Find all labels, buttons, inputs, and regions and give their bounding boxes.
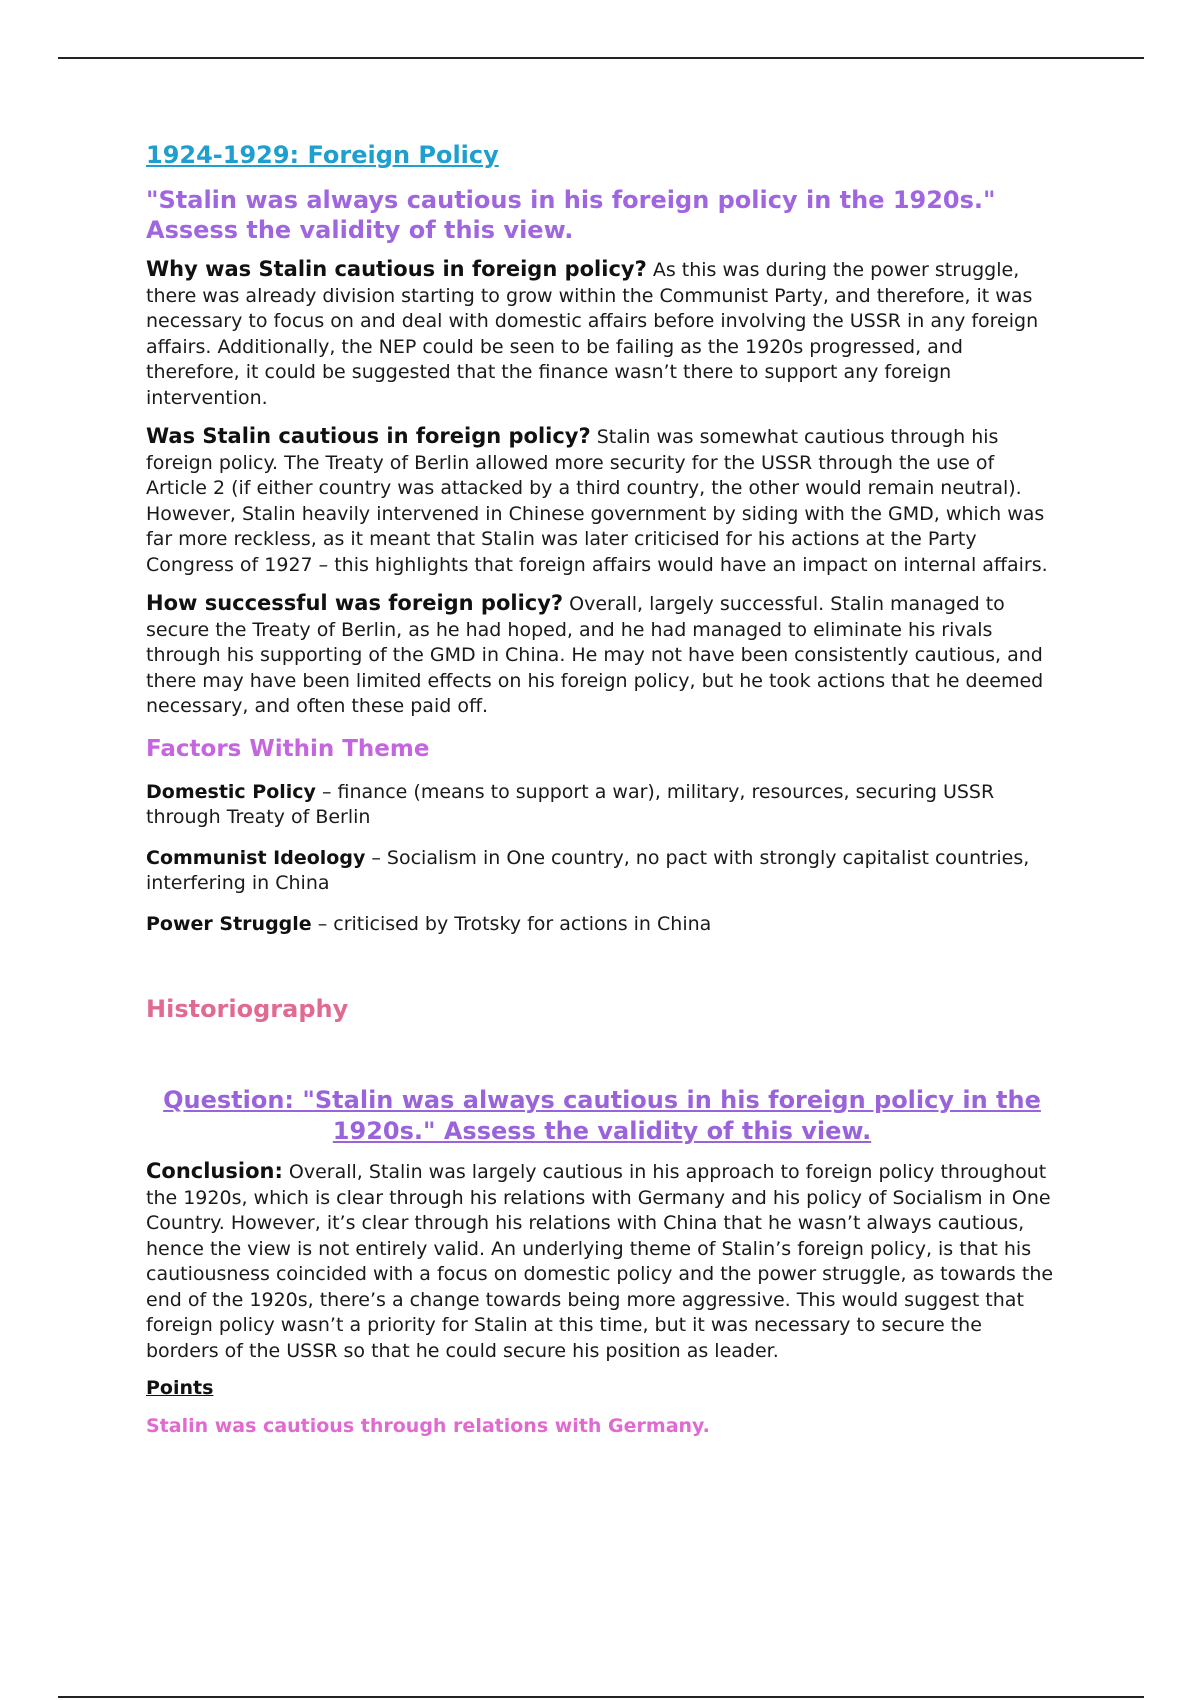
paragraph-text: Stalin was somewhat cautious through his foreign policy. The Treaty of Berlin allowed more security for the USSR through the use of Article 2 (if either country was attacked by a third country, the other would remain neutral). However, Stalin heavily intervened in Chinese government by siding with the GMD, which was far more reckless, as it meant that Stalin was later criticised for his actions at the Party Congress of 1927 – this highlights that foreign affairs would have an impact on internal affairs. (146, 426, 1048, 576)
conclusion-text: Overall, Stalin was largely cautious in his approach to foreign policy throughout the 1920s, which is clear through his relations with Germany and his policy of Socialism in One Country. However, it’s clear through his relations with China that he wasn’t always cautious, hence the view is not entirely valid. An underlying theme of Stalin’s foreign policy, is that his cautiousness coincided with a focus on domestic policy and the power struggle, as towards the end of the 1920s, there’s a change towards being more aggressive. This would suggest that foreign policy wasn’t a priority for Stalin at this time, but it was necessary to secure the borders of the USSR so that he could secure his position as leader. (146, 1161, 1054, 1362)
conclusion-lead: Conclusion: (146, 1159, 283, 1184)
paragraph-text: Overall, largely successful. Stalin managed to secure the Treaty of Berlin, as he had hoped, and he had managed to eliminate his rivals through his supporting of the GMD in China. He may not have been consistently cautious, and there may have been limited effects on his foreign policy, but he took actions that he deemed necessary, and often these paid off. (146, 593, 1044, 718)
paragraph-text: As this was during the power struggle, there was already division starting to grow within the Communist Party, and therefore, it was necessary to focus on and deal with domestic affairs before involving the USSR in any foreign affairs. Additionally, the NEP could be seen to be failing as the 1920s progressed, and therefore, it could be suggested that the finance wasn’t there to support any foreign intervention. (146, 259, 1039, 409)
factors-heading: Factors Within Theme (146, 735, 430, 762)
paragraph-lead: How successful was foreign policy? (146, 591, 564, 616)
factor-communist-ideology (146, 846, 1058, 897)
points-label: Points (146, 1377, 214, 1400)
point-germany: Stalin was cautious through relations with Germany. (146, 1415, 710, 1438)
paragraph-lead: Was Stalin cautious in foreign policy? (146, 424, 591, 449)
conclusion-paragraph (146, 1159, 1058, 1364)
paragraph-why-cautious (146, 257, 1058, 411)
factor-text: – Socialism in One country, no pact with strongly capitalist countries, interfering in China (146, 846, 1030, 895)
essay-quote: "Stalin was always cautious in his foreign policy in the 1920s." Assess the validity of this view. (146, 186, 996, 245)
bottom-rule (58, 1696, 1144, 1698)
paragraph-was-cautious (146, 424, 1058, 578)
factor-lead: Power Struggle (146, 912, 312, 935)
factor-domestic-policy (146, 780, 1058, 831)
factor-text: – criticised by Trotsky for actions in China (311, 912, 712, 935)
factor-power-struggle (146, 912, 1058, 938)
factor-text: – finance (means to support a war), military, resources, securing USSR through Treaty of Berlin (146, 780, 995, 829)
factor-lead: Domestic Policy (146, 780, 316, 803)
question-heading: Question: "Stalin was always cautious in his foreign policy in the 1920s." Assess the validity of this view. (163, 1086, 1041, 1146)
top-rule (58, 57, 1144, 59)
historiography-heading: Historiography (146, 995, 349, 1024)
section-title: 1924-1929: Foreign Policy (146, 141, 499, 169)
paragraph-lead: Why was Stalin cautious in foreign policy? (146, 257, 647, 282)
document-body (146, 140, 1058, 1437)
factor-lead: Communist Ideology (146, 846, 366, 869)
paragraph-how-successful (146, 591, 1058, 720)
